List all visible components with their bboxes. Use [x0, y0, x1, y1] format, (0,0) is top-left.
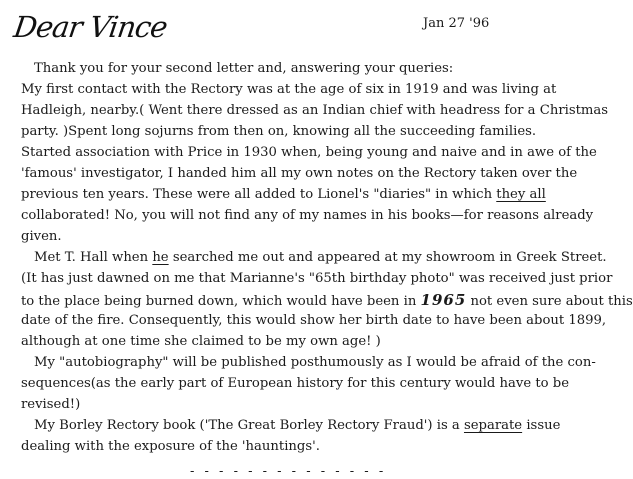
- letter-line-5: Started association with Price in 1930 when, being young and naive and in awe of the: [21, 145, 597, 160]
- letter-line-15: My "autobiography" will be published posthumously as I would be afraid of the con-: [34, 355, 596, 370]
- letter-line-12-end: not even sure about this: [470, 294, 633, 309]
- underlined-word: separate: [463, 418, 523, 433]
- letter-line-12: [21, 292, 633, 310]
- letter-line-2: My first contact with the Rectory was at the age of six in 1919 and was living at: [21, 82, 557, 97]
- letter-line-17: revised!): [21, 397, 81, 412]
- letter-line-12-start: to the place being burned down, which would have been in: [21, 294, 417, 309]
- letter-line-10: [34, 250, 607, 266]
- letter-line-18: [34, 418, 560, 434]
- letter-line-4: party. )Spent long sojurns from then on, knowing all the succeeding families.: [21, 124, 537, 139]
- letter-line-10-start: Met T. Hall when: [34, 250, 149, 265]
- letter-line-9: given.: [21, 229, 62, 244]
- letter-date: Jan 27 '96: [423, 16, 490, 31]
- letter-line-6: 'famous' investigator, I handed him all my own notes on the Rectory taken over the: [21, 166, 578, 181]
- underlined-phrase: they all: [496, 187, 546, 202]
- letter-line-1: Thank you for your second letter and, answering your queries:: [34, 61, 454, 76]
- letter-line-19: dealing with the exposure of the 'hauntings'.: [21, 439, 320, 454]
- letter-line-3: Hadleigh, nearby.( Went there dressed as an Indian chief with headress for a Christmas: [21, 103, 609, 118]
- handwritten-salutation: Dear Vince: [11, 10, 169, 44]
- letter-line-11: (It has just dawned on me that Marianne's "65th birthday photo" was received just prior: [21, 271, 613, 286]
- underlined-word: he: [152, 250, 169, 265]
- divider-dashes: - - - - - - - - - - - - - -: [190, 464, 387, 479]
- letter-line-7-text: previous ten years. These were all added to Lionel's "diaries" in which: [21, 187, 493, 202]
- letter-line-18-start: My Borley Rectory book ('The Great Borley Rectory Fraud') is a: [34, 418, 460, 433]
- letter-line-8: collaborated! No, you will not find any of my names in his books—for reasons already: [21, 208, 594, 223]
- letter-line-18-end: issue: [526, 418, 561, 433]
- letter-line-14: although at one time she claimed to be my own age! ): [21, 334, 381, 349]
- letter-line-7: [21, 187, 546, 203]
- letter-line-13: date of the fire. Consequently, this would show her birth date to have been about 1899,: [21, 313, 607, 328]
- letter-line-16: sequences(as the early part of European history for this century would have to be: [21, 376, 570, 391]
- letter-line-10-end: searched me out and appeared at my showroom in Greek Street.: [172, 250, 607, 265]
- handwritten-year: 1965: [420, 291, 467, 309]
